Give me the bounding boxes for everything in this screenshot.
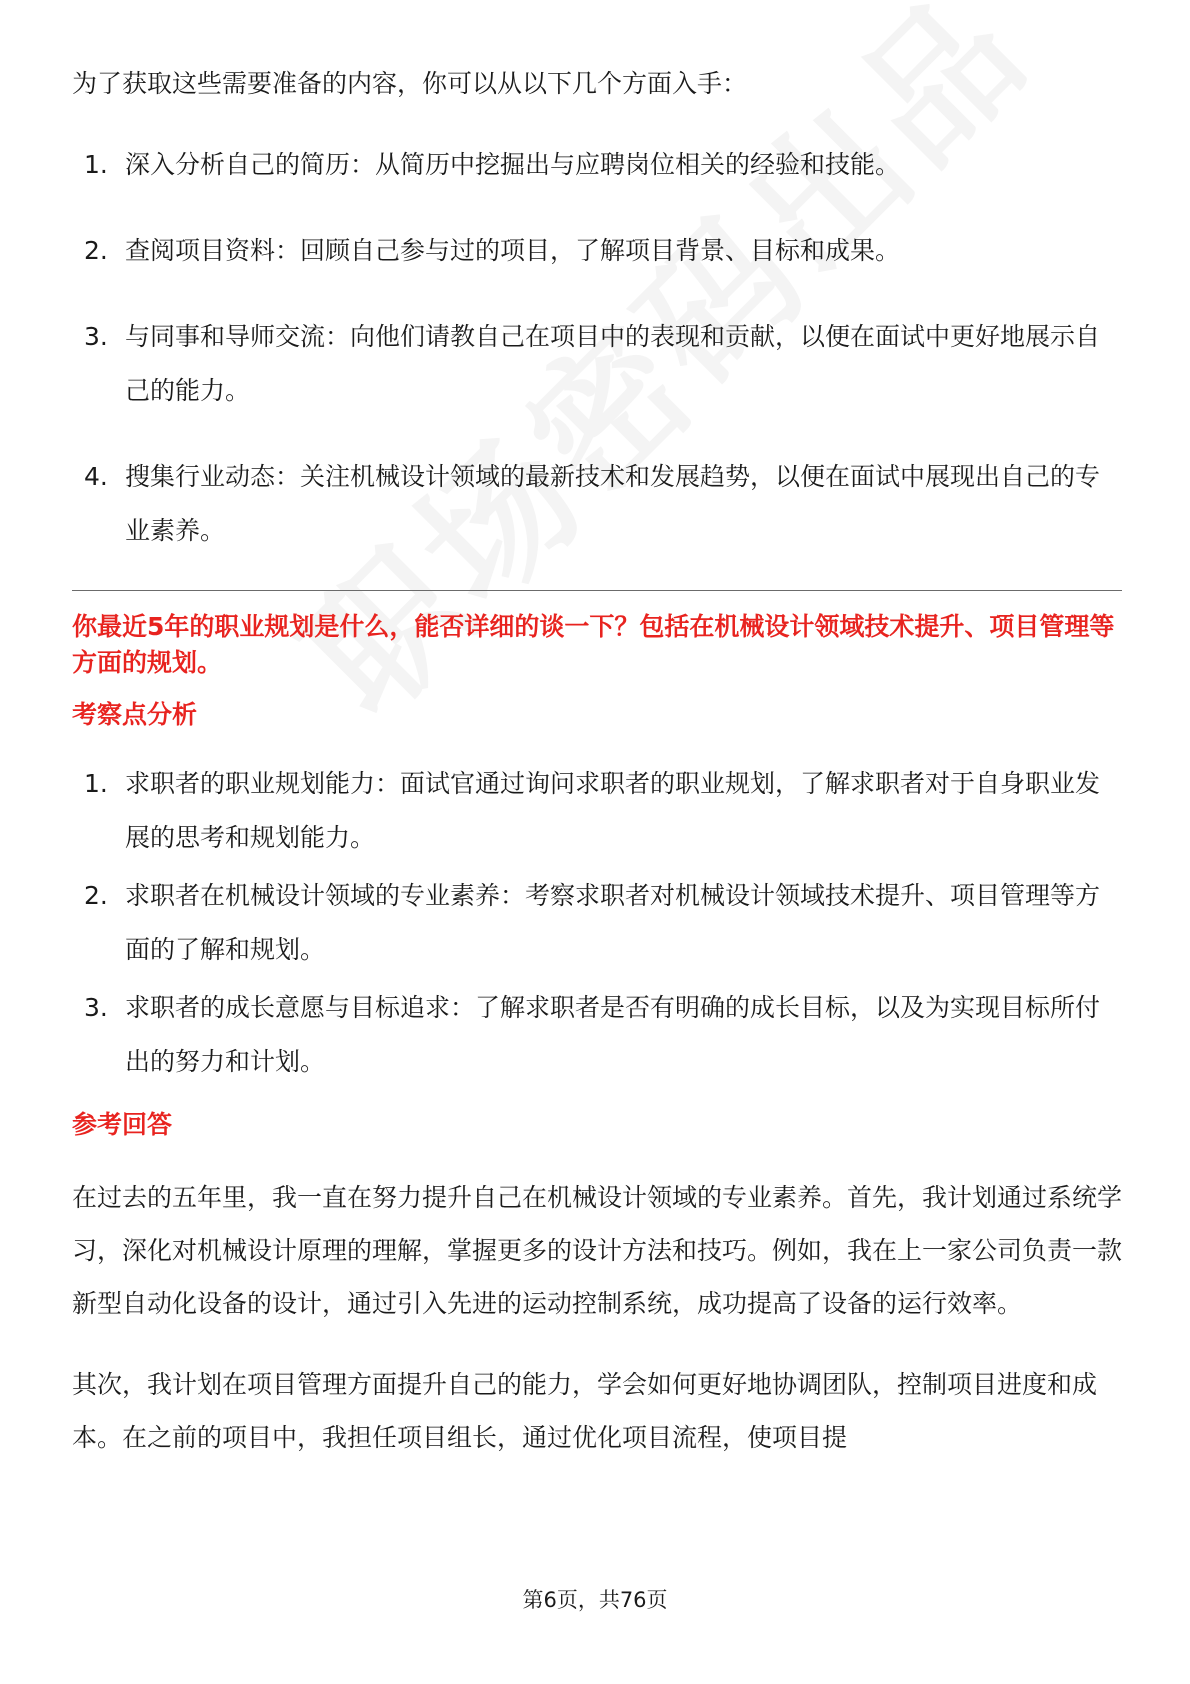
- list-item: [72, 450, 1122, 558]
- list-text: 搜集行业动态：关注机械设计领域的最新技术和发展趋势，以便在面试中展现出自己的专业素养。: [125, 462, 1101, 545]
- list-item: [72, 757, 1122, 865]
- analysis-list: [72, 757, 1122, 1089]
- list-number: 1.: [84, 150, 108, 179]
- list-number: 3.: [84, 993, 108, 1022]
- page-number: 第6页，共76页: [522, 1588, 668, 1612]
- list-text: 查阅项目资料：回顾自己参与过的项目，了解项目背景、目标和成果。: [125, 236, 901, 265]
- list-item: [72, 869, 1122, 977]
- list-text: 与同事和导师交流：向他们请教自己在项目中的表现和贡献，以便在面试中更好地展示自己的能力。: [125, 322, 1101, 405]
- list-number: 4.: [84, 462, 108, 491]
- list-number: 3.: [84, 322, 108, 351]
- list-item: [72, 981, 1122, 1089]
- intro-text: 为了获取这些需要准备的内容，你可以从以下几个方面入手：: [72, 69, 748, 98]
- list-item: [72, 138, 1122, 192]
- prep-list: [72, 138, 1122, 558]
- list-text: 求职者在机械设计领域的专业素养：考察求职者对机械设计领域技术提升、项目管理等方面的了解和规划。: [125, 881, 1101, 964]
- list-number: 1.: [84, 769, 108, 798]
- list-text: 深入分析自己的简历：从简历中挖掘出与应聘岗位相关的经验和技能。: [125, 150, 901, 179]
- list-text: 求职者的成长意愿与目标追求：了解求职者是否有明确的成长目标，以及为实现目标所付出的努力和计划。: [125, 993, 1101, 1076]
- reference-heading: 参考回答: [72, 1110, 173, 1139]
- answer-paragraph: 其次，我计划在项目管理方面提升自己的能力，学会如何更好地协调团队，控制项目进度和成本。在之前的项目中，我担任项目组长，通过优化项目流程，使项目提: [72, 1370, 1098, 1452]
- analysis-heading: 考察点分析: [72, 700, 198, 729]
- list-item: [72, 224, 1122, 278]
- list-number: 2.: [84, 881, 108, 910]
- page-content: [72, 58, 1122, 1492]
- list-number: 2.: [84, 236, 108, 265]
- section-divider: [72, 590, 1122, 591]
- list-text: 求职者的职业规划能力：面试官通过询问求职者的职业规划，了解求职者对于自身职业发展的思考和规划能力。: [125, 769, 1101, 852]
- answer-paragraph: 在过去的五年里，我一直在努力提升自己在机械设计领域的专业素养。首先，我计划通过系统学习，深化对机械设计原理的理解，掌握更多的设计方法和技巧。例如，我在上一家公司负责一款新型自动化设备的设计，通过引入先进的运动控制系统，成功提高了设备的运行效率。: [72, 1183, 1123, 1318]
- list-item: [72, 310, 1122, 418]
- interview-question: 你最近5年的职业规划是什么，能否详细的谈一下？包括在机械设计领域技术提升、项目管理等方面的规划。: [72, 612, 1115, 677]
